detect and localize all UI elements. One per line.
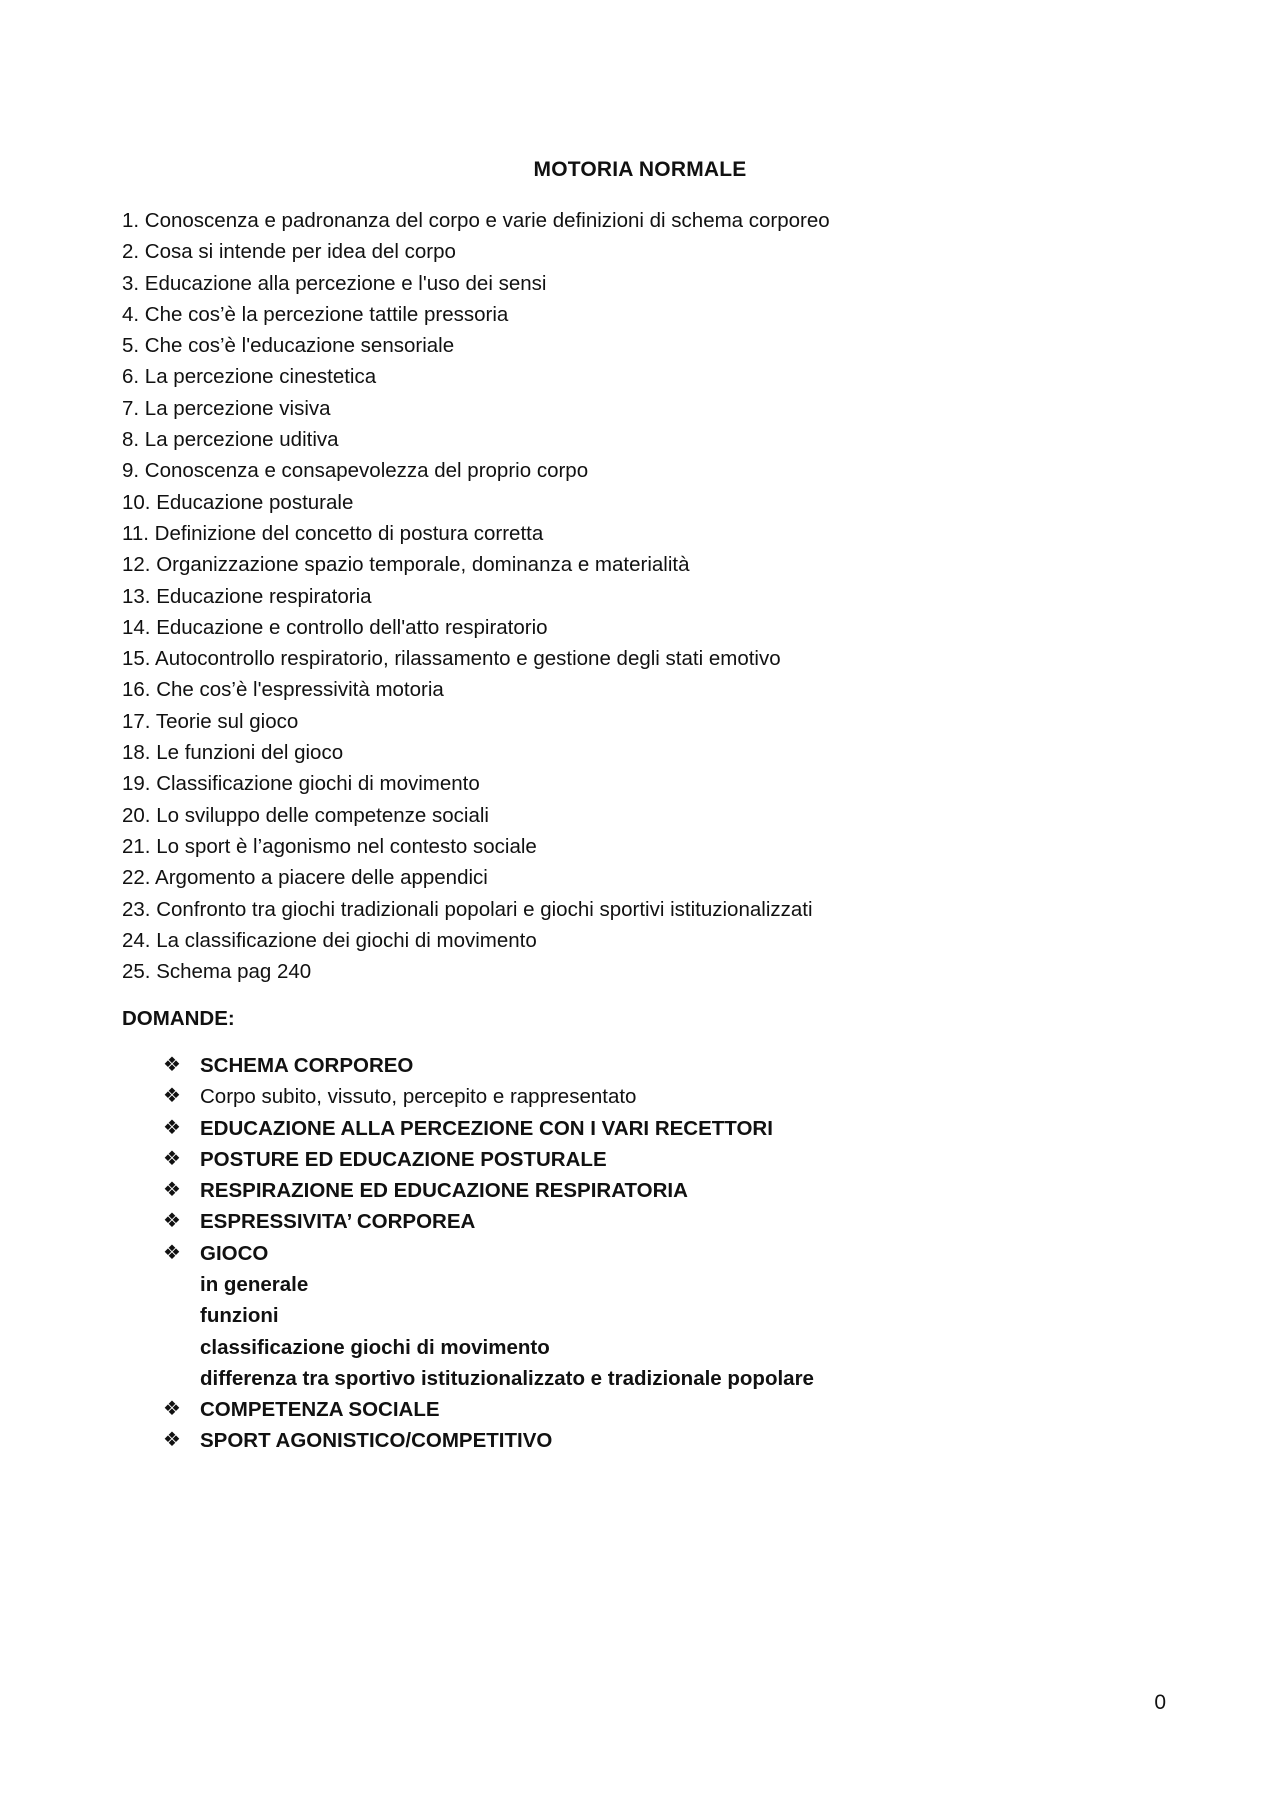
topic-item: 19. Classificazione giochi di movimento: [122, 772, 480, 796]
topic-item: 25. Schema pag 240: [122, 960, 312, 984]
question-text: EDUCAZIONE ALLA PERCEZIONE CON I VARI RECETTORI: [200, 1116, 773, 1140]
topic-item: 24. La classificazione dei giochi di movimento: [122, 928, 537, 952]
question-text: Corpo subito, vissuto, percepito e rappresentato: [200, 1085, 637, 1109]
question-text: GIOCO: [200, 1241, 269, 1265]
diamond-bullet-icon: ❖: [163, 1398, 181, 1420]
topic-item: 13. Educazione respiratoria: [122, 584, 372, 608]
topic-item: 22. Argomento a piacere delle appendici: [122, 866, 488, 890]
topic-item: 6. La percezione cinestetica: [122, 365, 377, 389]
question-text: SPORT AGONISTICO/COMPETITIVO: [200, 1429, 553, 1453]
topic-item: 17. Teorie sul gioco: [122, 709, 299, 733]
diamond-bullet-icon: ❖: [163, 1085, 181, 1108]
topic-item: 16. Che cos’è l'espressività motoria: [122, 678, 444, 702]
gioco-subitem: in generale: [200, 1273, 309, 1296]
diamond-bullet-icon: ❖: [163, 1429, 181, 1452]
topic-item: 8. La percezione uditiva: [122, 428, 339, 452]
topic-item: 9. Conoscenza e consapevolezza del proprio corpo: [122, 459, 589, 483]
gioco-subitem: classificazione giochi di movimento: [200, 1335, 550, 1359]
topic-list: [122, 205, 830, 987]
topic-item: 18. Le funzioni del gioco: [122, 741, 344, 765]
diamond-bullet-icon: ❖: [163, 1147, 181, 1170]
diamond-bullet-icon: ❖: [163, 1179, 181, 1202]
diamond-bullet-icon: ❖: [163, 1054, 181, 1076]
topic-item: 4. Che cos’è la percezione tattile pressoria: [122, 302, 509, 326]
topic-item: 20. Lo sviluppo delle competenze sociali: [122, 803, 489, 827]
question-text: POSTURE ED EDUCAZIONE POSTURALE: [200, 1147, 607, 1171]
topic-item: 10. Educazione posturale: [122, 490, 354, 514]
topic-item: 11. Definizione del concetto di postura corretta: [122, 521, 544, 545]
topic-item: 23. Confronto tra giochi tradizionali popolari e giochi sportivi istituzionalizzati: [122, 897, 813, 921]
topic-item: 7. La percezione visiva: [122, 396, 331, 420]
question-text: SCHEMA CORPOREO: [200, 1054, 414, 1077]
diamond-bullet-icon: ❖: [163, 1116, 181, 1139]
domande-heading: DOMANDE:: [122, 1007, 235, 1030]
question-text: COMPETENZA SOCIALE: [200, 1398, 440, 1421]
document-title: MOTORIA NORMALE: [533, 158, 747, 181]
topic-item: 15. Autocontrollo respiratorio, rilassamento e gestione degli stati emotivo: [122, 647, 781, 671]
question-text: RESPIRAZIONE ED EDUCAZIONE RESPIRATORIA: [200, 1179, 688, 1203]
topic-item: 14. Educazione e controllo dell'atto respiratorio: [122, 615, 548, 639]
page-number: 0: [1154, 1691, 1166, 1714]
question-text: ESPRESSIVITA’ CORPOREA: [200, 1210, 476, 1234]
topic-item: 3. Educazione alla percezione e l'uso dei sensi: [122, 271, 547, 295]
topic-item: 1. Conoscenza e padronanza del corpo e varie definizioni di schema corporeo: [122, 209, 830, 232]
gioco-subitem-list: [162, 1269, 814, 1394]
gioco-subitem: funzioni: [200, 1304, 279, 1328]
diamond-bullet-icon: ❖: [163, 1241, 181, 1264]
diamond-bullet-icon: ❖: [163, 1210, 181, 1233]
topic-item: 5. Che cos’è l'educazione sensoriale: [122, 334, 455, 358]
topic-item: 12. Organizzazione spazio temporale, dominanza e materialità: [122, 553, 690, 577]
topic-item: 2. Cosa si intende per idea del corpo: [122, 240, 456, 264]
topic-item: 21. Lo sport è l’agonismo nel contesto sociale: [122, 834, 537, 858]
gioco-subitem: differenza tra sportivo istituzionalizzato e tradizionale popolare: [200, 1366, 814, 1390]
